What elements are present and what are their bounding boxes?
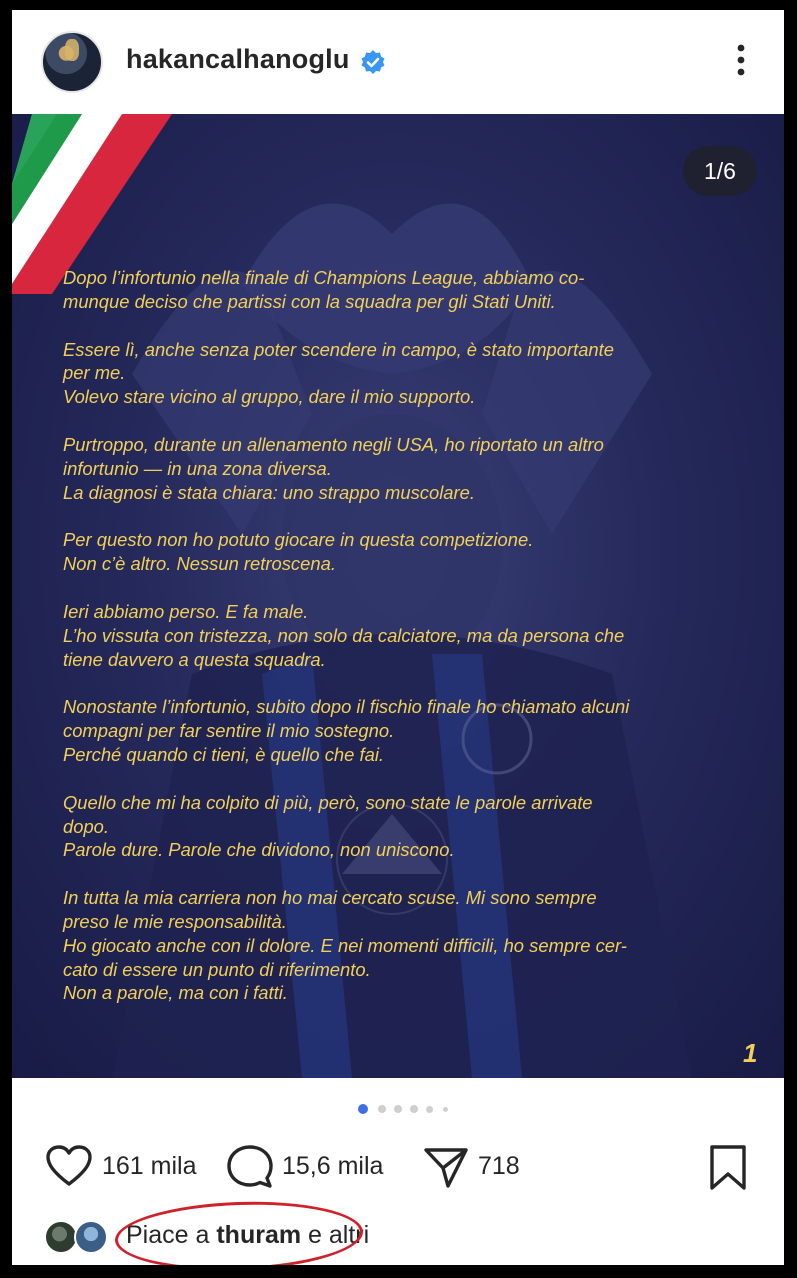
username[interactable]: hakancalhanoglu (126, 44, 350, 74)
carousel-indicator (12, 1102, 784, 1116)
profile-avatar[interactable] (41, 31, 103, 93)
red-annotation-circle (114, 1198, 364, 1265)
comments-count[interactable]: 15,6 mila (282, 1152, 384, 1180)
post-header (12, 10, 784, 114)
carousel-dot (378, 1105, 386, 1113)
paragraph: Nonostante l’infortunio, subito dopo il fischio finale ho chiamato alcuni compagni per far sentire il mio sostegno. Perché quando ci tieni, è quello che fai. (63, 696, 630, 765)
likes-count[interactable]: 161 mila (102, 1152, 197, 1180)
carousel-counter: 1/6 (683, 146, 757, 196)
post-statement-text (63, 266, 753, 1029)
share-send-icon[interactable] (422, 1144, 470, 1190)
paragraph: Dopo l’infortunio nella finale di Champions League, abbiamo co- munque deciso che partissi con la squadra per gli Stati Uniti. (63, 267, 585, 312)
bookmark-icon[interactable] (708, 1144, 748, 1192)
carousel-dot (394, 1105, 402, 1113)
verified-badge-icon (360, 49, 386, 75)
liked-by-row (12, 1212, 784, 1260)
paragraph: Essere lì, anche senza poter scendere in campo, è stato importante per me. Volevo stare vicino al gruppo, dare il mio supporto. (63, 338, 615, 408)
shares-count[interactable]: 718 (478, 1152, 520, 1180)
paragraph: Ieri abbiamo perso. E fa male. L’ho vissuta con tristezza, non solo da calciatore, ma da persona che tiene davvero a questa squadra. (63, 600, 625, 670)
post-media-image[interactable] (12, 114, 784, 1078)
carousel-dot (426, 1106, 433, 1113)
paragraph: Per questo non ho potuto giocare in questa competizione. Non c’è altro. Nessun retroscena. (63, 529, 534, 575)
liked-by-suffix: e altri (301, 1221, 370, 1249)
action-bar (12, 1140, 784, 1196)
paragraph: Purtroppo, durante un allenamento negli USA, ho riportato un altro infortunio — in una zona diversa. La diagnosi è stata chiara: uno strappo muscolare. (63, 433, 604, 503)
carousel-dot (443, 1107, 448, 1112)
paragraph: In tutta la mia carriera non ho mai cercato scuse. Mi sono sempre preso le mie responsabilità. Ho giocato anche con il dolore. E nei momenti difficili, ho sempre cer- cato di essere un punto di riferimento. Non a parole, ma con i fatti. (63, 887, 627, 1004)
carousel-dot (410, 1105, 418, 1113)
slide-page-number: 1 (743, 1038, 758, 1068)
comment-icon[interactable] (226, 1144, 274, 1190)
carousel-dot-active (358, 1104, 368, 1114)
instagram-post (12, 10, 784, 1265)
liked-by-user[interactable]: thuram (216, 1221, 302, 1249)
more-vertical-icon[interactable] (730, 40, 752, 80)
liker-avatar[interactable] (44, 1220, 78, 1254)
paragraph: Quello che mi ha colpito di più, però, sono state le parole arrivate dopo. Parole dure. Parole che dividono, non uniscono. (63, 791, 593, 861)
heart-icon[interactable] (45, 1144, 93, 1188)
liked-by-prefix: Piace a (126, 1221, 217, 1249)
liker-avatar[interactable] (74, 1220, 108, 1254)
